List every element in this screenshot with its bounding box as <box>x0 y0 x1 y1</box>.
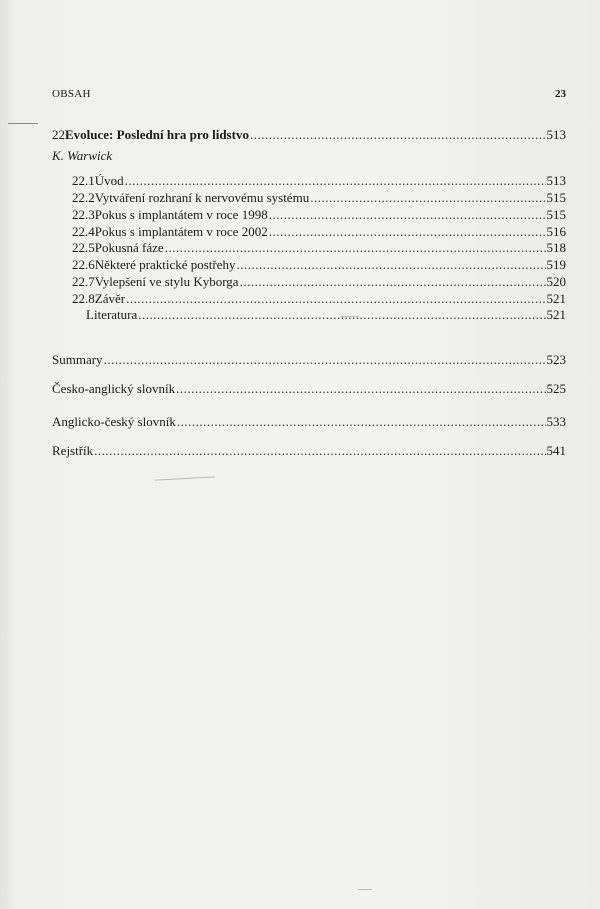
entry-title: Rejstřík <box>52 443 94 458</box>
chapter-author: K. Warwick <box>52 148 113 163</box>
chapter-title: Evoluce: Poslední hra pro lidstvo <box>65 127 249 142</box>
section-number: 22.1 <box>72 173 95 188</box>
section-title: Úvod <box>94 173 124 188</box>
toc-section-entry[interactable] <box>72 173 566 189</box>
dot-leader <box>310 190 545 206</box>
edge-mark <box>8 123 38 124</box>
section-page: 513 <box>546 173 566 188</box>
dot-leader <box>250 127 546 143</box>
section-number: 22.8 <box>72 291 95 306</box>
toc-literature-entry[interactable] <box>72 307 566 323</box>
section-page: 521 <box>546 307 566 322</box>
dot-leader <box>104 352 546 368</box>
section-title: Pokus s implantátem v roce 2002 <box>94 224 268 239</box>
section-page: 520 <box>546 274 566 289</box>
section-number: 22.6 <box>72 257 95 272</box>
dot-leader <box>237 257 546 273</box>
section-page: 519 <box>546 257 566 272</box>
chapter-page: 513 <box>546 127 566 142</box>
toc-chapter-entry[interactable] <box>52 127 566 143</box>
section-number: 22.4 <box>72 224 95 239</box>
dot-leader <box>125 173 546 189</box>
toc-section-entry[interactable] <box>72 291 566 307</box>
dot-leader <box>269 224 546 240</box>
section-title: Vylepšení ve stylu Kyborga <box>94 274 239 289</box>
entry-page: 533 <box>546 414 566 429</box>
section-number: 22.3 <box>72 207 95 222</box>
section-number: 22.7 <box>72 274 95 289</box>
entry-title: Summary <box>52 352 103 367</box>
scan-mark <box>340 316 358 317</box>
dot-leader <box>126 291 545 307</box>
toc-section-entry[interactable] <box>72 224 566 240</box>
dot-leader <box>269 207 546 223</box>
toc-section-entry[interactable] <box>72 257 566 273</box>
toc-summary-entry[interactable] <box>52 352 566 368</box>
section-page: 521 <box>546 291 566 306</box>
running-head <box>52 88 566 104</box>
toc-czech-english-dictionary-entry[interactable] <box>52 381 566 397</box>
section-number: 22.2 <box>72 190 95 205</box>
page-number: 23 <box>555 88 566 100</box>
section-page: 516 <box>546 224 566 239</box>
dot-leader <box>176 381 545 397</box>
entry-page: 523 <box>546 352 566 367</box>
running-title: OBSAH <box>52 88 91 100</box>
entry-title: Anglicko-český slovník <box>52 414 176 429</box>
section-title: Literatura <box>86 307 138 322</box>
section-page: 518 <box>546 240 566 255</box>
section-page: 515 <box>546 190 566 205</box>
dot-leader <box>240 274 546 290</box>
toc-section-entry[interactable] <box>72 274 566 290</box>
toc-section-entry[interactable] <box>72 207 566 223</box>
dot-leader <box>165 240 546 256</box>
toc-section-entry[interactable] <box>72 190 566 206</box>
section-title: Pokus s implantátem v roce 1998 <box>94 207 268 222</box>
section-title: Vytváření rozhraní k nervovému systému <box>94 190 310 205</box>
entry-page: 541 <box>546 443 566 458</box>
section-title: Některé praktické postřehy <box>94 257 236 272</box>
chapter-number: 22 <box>52 127 65 142</box>
entry-title: Česko-anglický slovník <box>52 381 176 396</box>
section-title: Pokusná fáze <box>94 240 164 255</box>
toc-section-entry[interactable] <box>72 240 566 256</box>
dot-leader <box>94 443 545 459</box>
entry-page: 525 <box>546 381 566 396</box>
section-page: 515 <box>546 207 566 222</box>
section-title: Závěr <box>94 291 126 306</box>
toc-english-czech-dictionary-entry[interactable] <box>52 414 566 430</box>
dot-leader <box>177 414 546 430</box>
scan-mark <box>155 476 215 480</box>
section-number: 22.5 <box>72 240 95 255</box>
toc-index-entry[interactable] <box>52 443 566 459</box>
scan-mark <box>358 889 372 890</box>
dot-leader <box>138 307 545 323</box>
